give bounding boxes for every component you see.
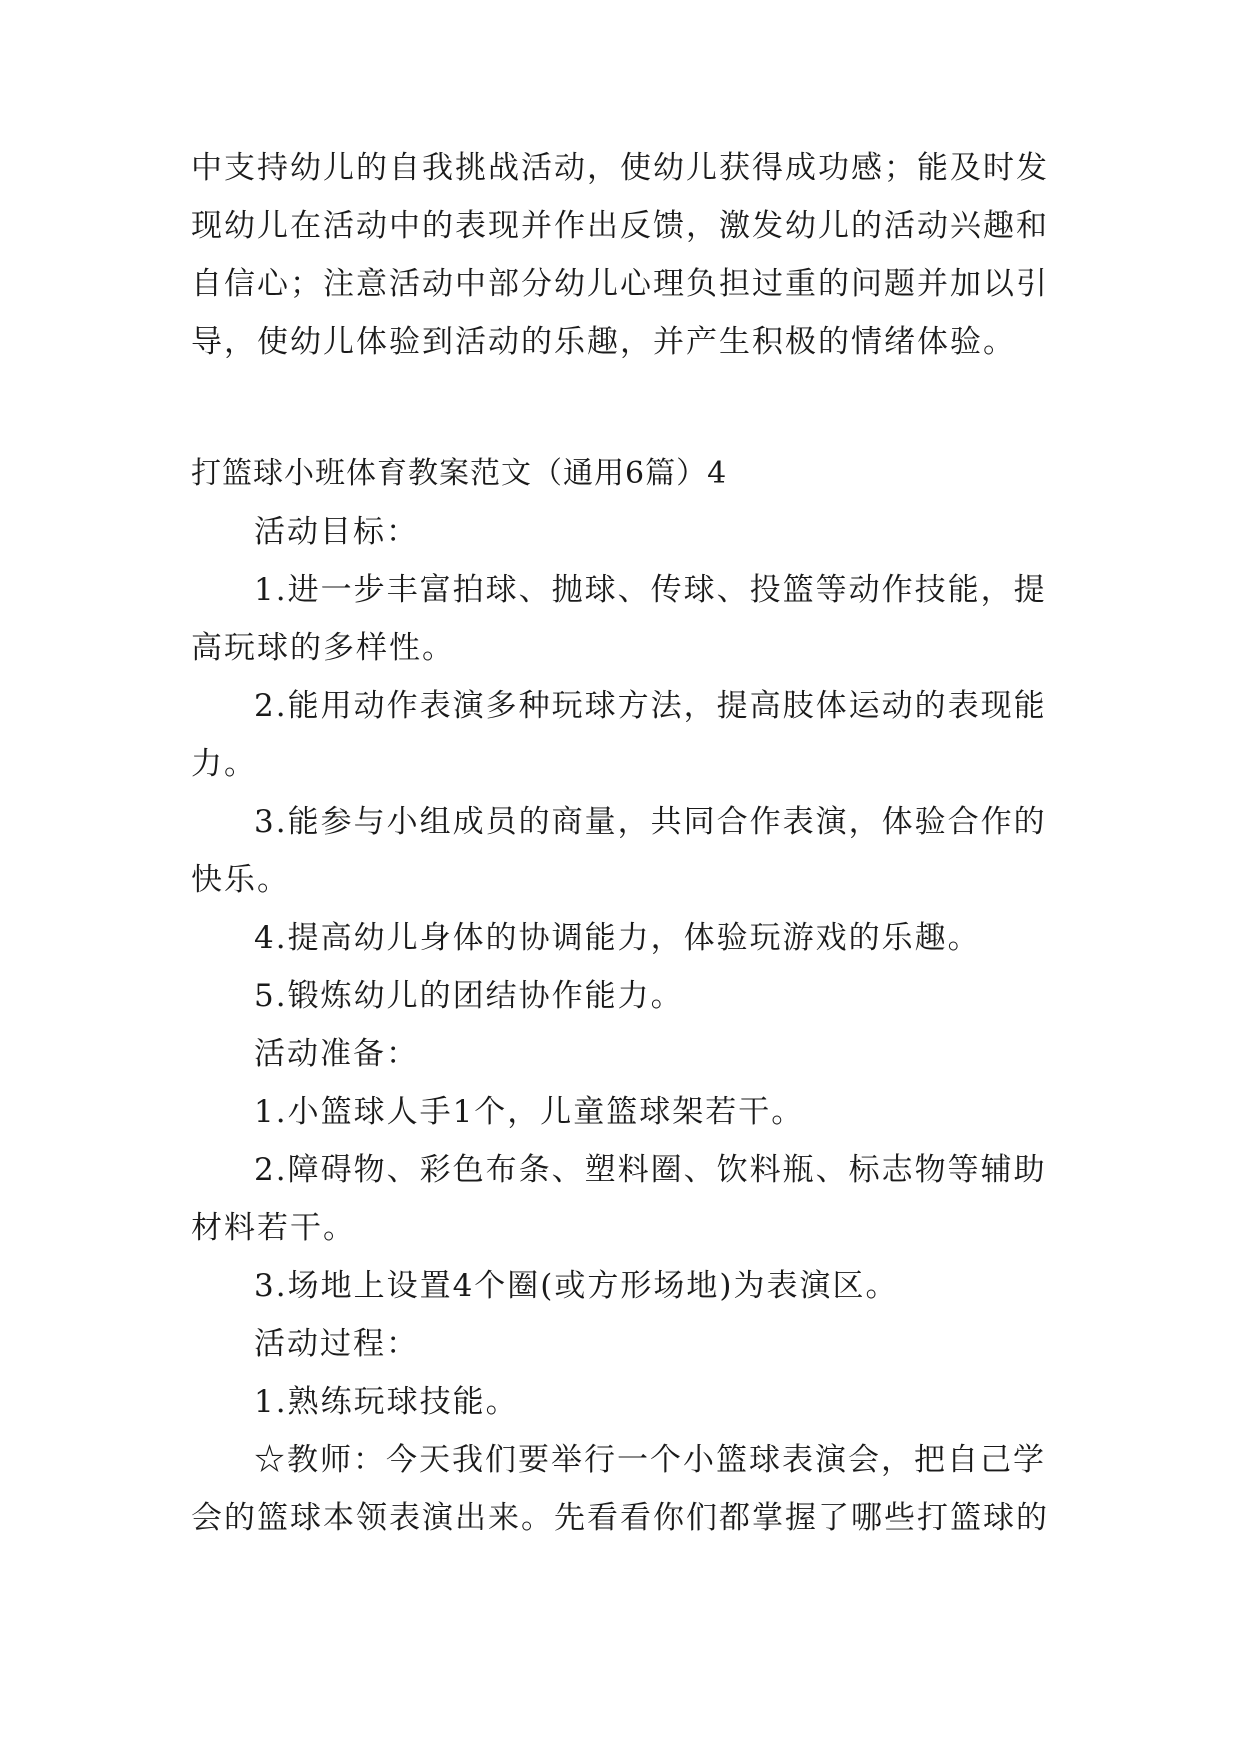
goal-4: 4.提高幼儿身体的协调能力，体验玩游戏的乐趣。	[254, 920, 981, 956]
process-heading: 活动过程：	[254, 1326, 419, 1362]
intro-line-2: 现幼儿在活动中的表现并作出反馈，激发幼儿的活动兴趣和	[191, 208, 1049, 244]
goals-heading: 活动目标：	[254, 514, 419, 550]
section-title: 打篮球小班体育教案范文（通用6篇）4	[191, 456, 728, 491]
prep-1: 1.小篮球人手1个，儿童篮球架若干。	[254, 1094, 805, 1130]
intro-line-1: 中支持幼儿的自我挑战活动，使幼儿获得成功感；能及时发	[191, 150, 1049, 186]
intro-line-4: 导，使幼儿体验到活动的乐趣，并产生积极的情绪体验。	[191, 324, 1016, 360]
goal-2-line-1: 2.能用动作表演多种玩球方法，提高肢体运动的表现能	[254, 688, 1047, 724]
goal-1-line-1: 1.进一步丰富拍球、抛球、传球、投篮等动作技能，提	[254, 572, 1047, 608]
goal-1-line-2: 高玩球的多样性。	[191, 630, 455, 666]
teacher-line-2: 会的篮球本领表演出来。先看看你们都掌握了哪些打篮球的	[191, 1500, 1049, 1536]
prep-heading: 活动准备：	[254, 1036, 419, 1072]
process-1: 1.熟练玩球技能。	[254, 1384, 519, 1420]
goal-5: 5.锻炼幼儿的团结协作能力。	[254, 978, 684, 1014]
prep-2-line-2: 材料若干。	[191, 1210, 356, 1246]
goal-2-line-2: 力。	[191, 746, 257, 782]
intro-line-3: 自信心；注意活动中部分幼儿心理负担过重的问题并加以引	[191, 266, 1049, 302]
teacher-line-1: ☆教师：今天我们要举行一个小篮球表演会，把自己学	[254, 1442, 1046, 1478]
goal-3-line-2: 快乐。	[191, 862, 290, 898]
prep-2-line-1: 2.障碍物、彩色布条、塑料圈、饮料瓶、标志物等辅助	[254, 1152, 1047, 1188]
goal-3-line-1: 3.能参与小组成员的商量，共同合作表演，体验合作的	[254, 804, 1047, 840]
prep-3: 3.场地上设置4个圈(或方形场地)为表演区。	[254, 1268, 899, 1304]
